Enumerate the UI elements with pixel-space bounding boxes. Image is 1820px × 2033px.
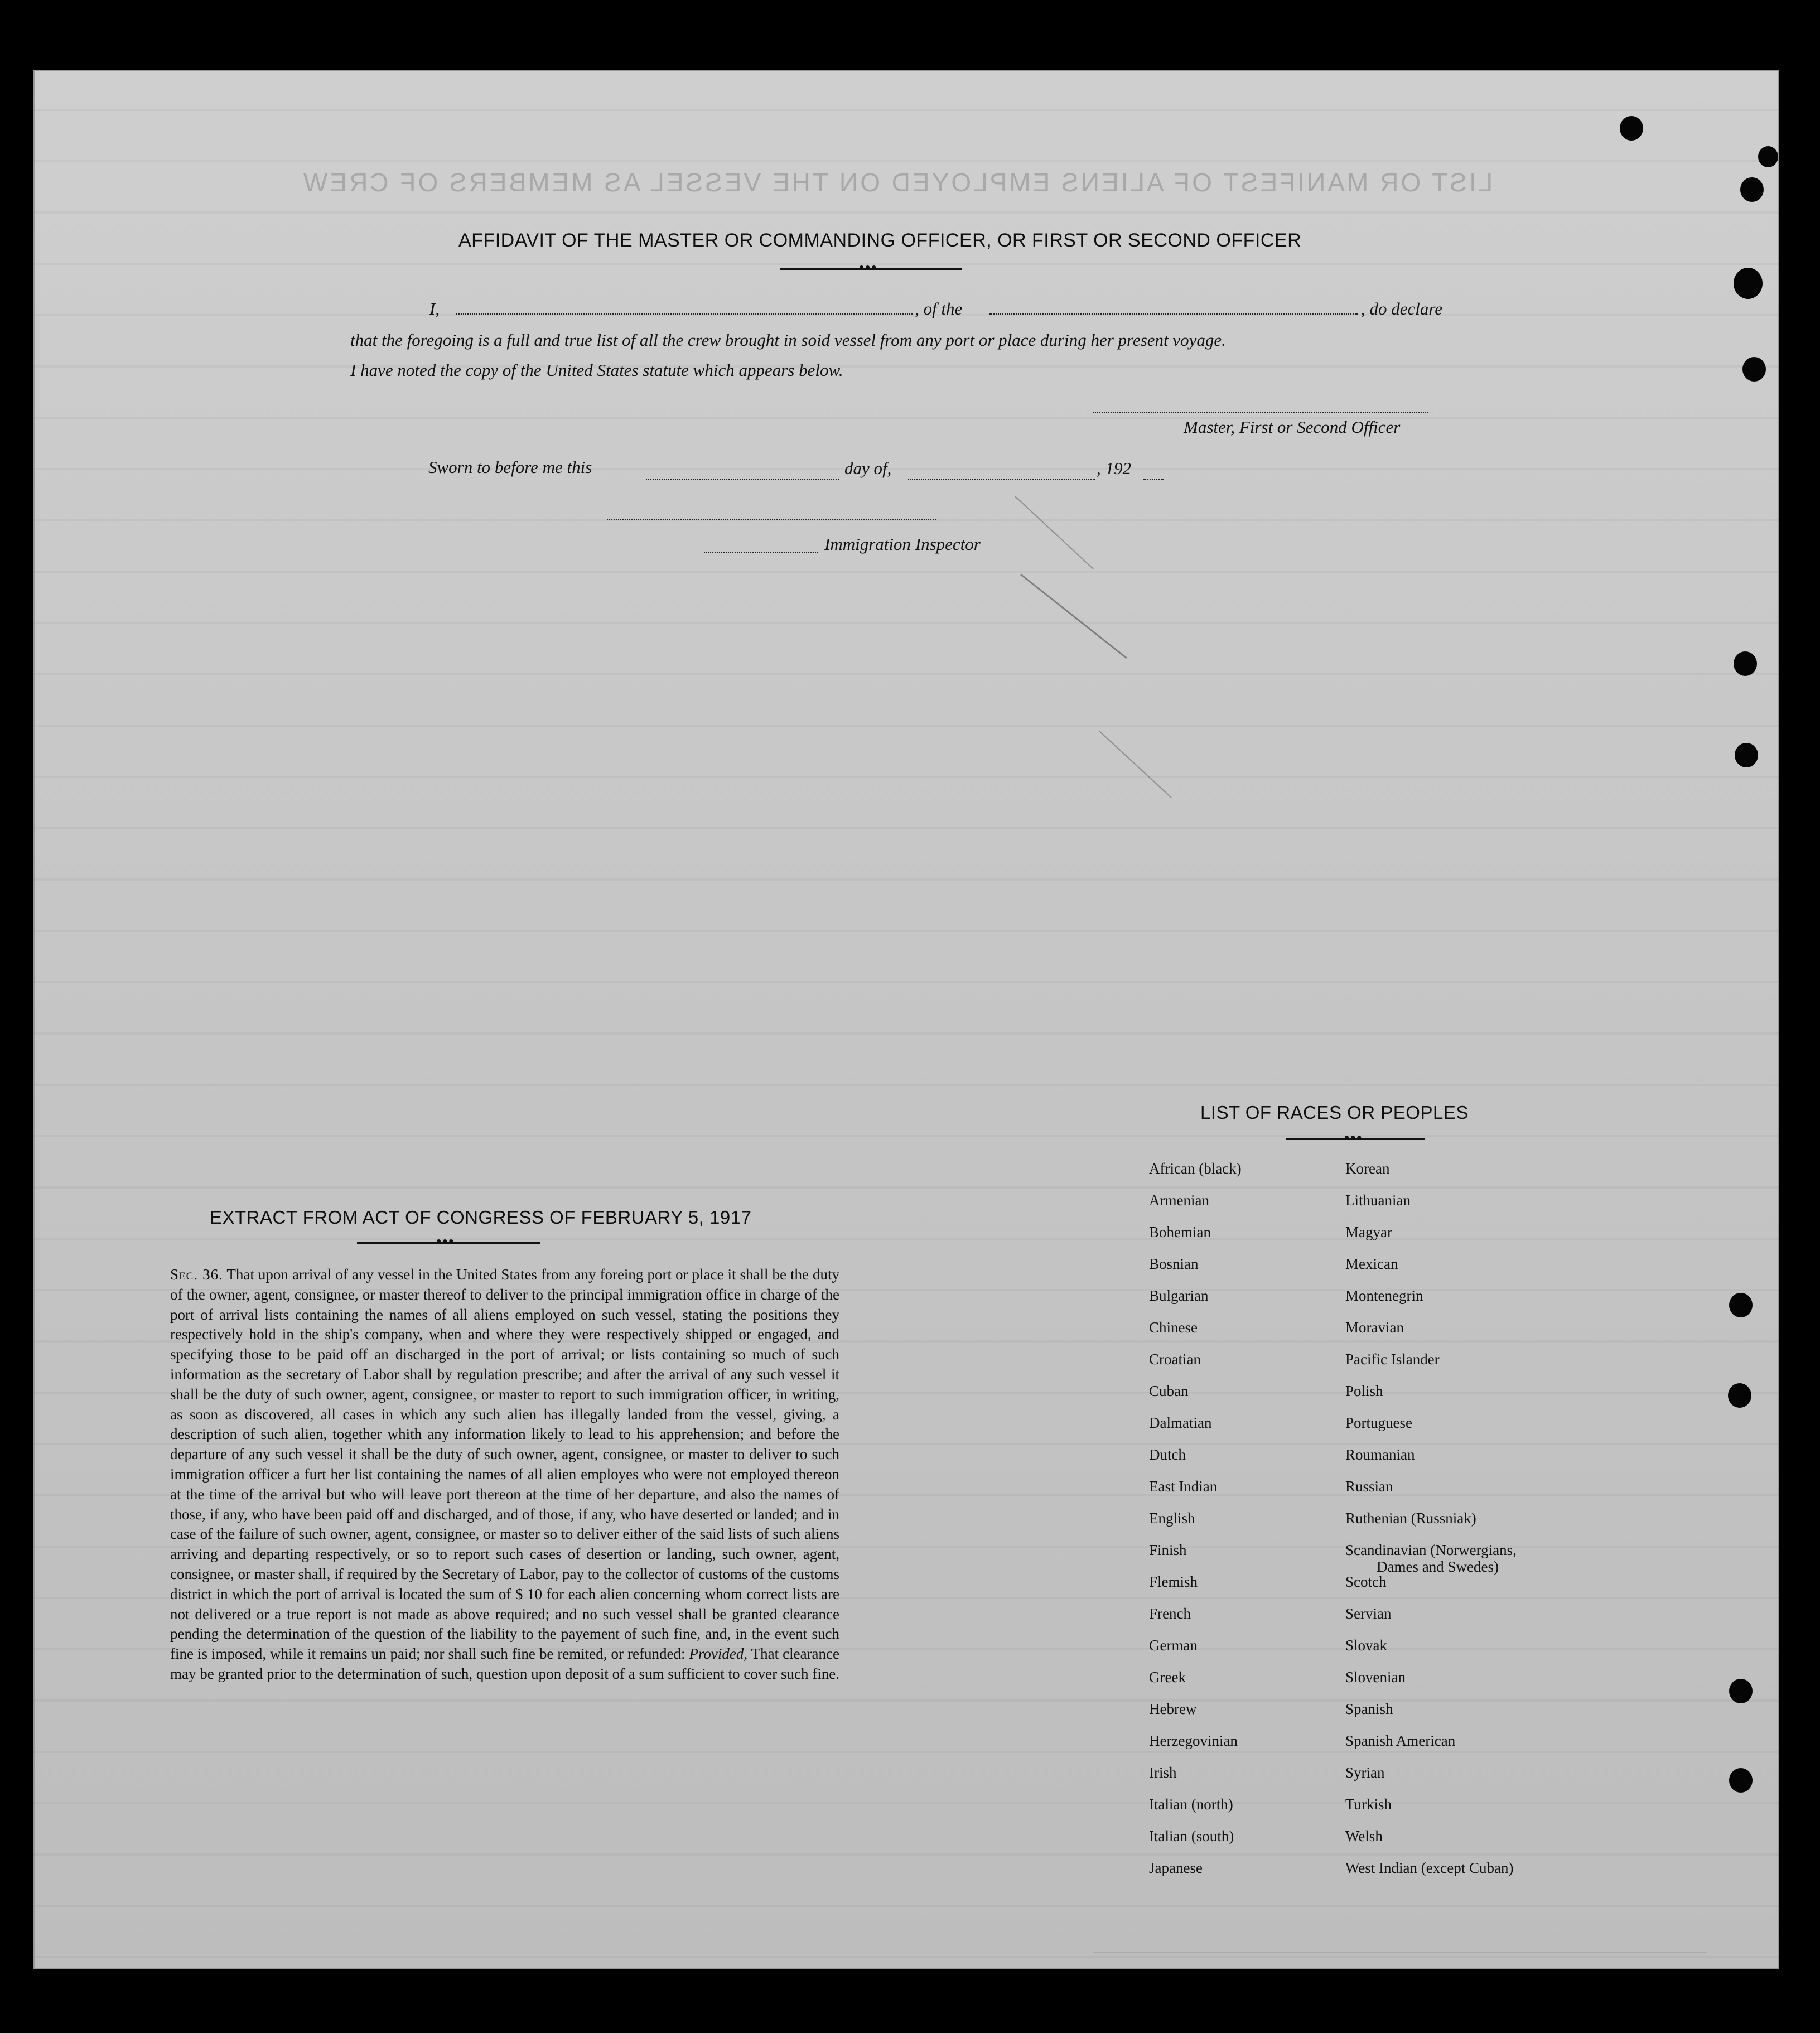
race-item: Korean: [1345, 1160, 1390, 1177]
sworn-month-blank[interactable]: [908, 479, 1095, 480]
race-item: Ruthenian (Russniak): [1345, 1510, 1476, 1527]
extract-title: EXTRACT FROM ACT OF CONGRESS OF FEBRUARY 5, 1917: [210, 1207, 752, 1228]
races-title: LIST OF RACES OR PEOPLES: [1200, 1102, 1469, 1123]
race-item: Magyar: [1345, 1224, 1392, 1240]
race-item: English: [1149, 1510, 1195, 1527]
race-item: Mexican: [1345, 1255, 1398, 1272]
race-item: Russian: [1345, 1478, 1393, 1495]
affidavit-line3: I have noted the copy of the United States statute which appears below.: [350, 360, 843, 380]
race-item: Roumanian: [1345, 1446, 1415, 1463]
race-item: Bohemian: [1149, 1224, 1211, 1240]
race-item: Moravian: [1345, 1319, 1404, 1336]
vessel-blank[interactable]: [989, 313, 1358, 315]
provided-text: That clearance may be granted prior to the determination of such, question upon deposit of a sum sufficient to cover such fine.: [170, 1645, 840, 1682]
punch-hole: [1742, 357, 1766, 382]
race-item: Greek: [1149, 1669, 1186, 1686]
race-item: German: [1149, 1637, 1198, 1654]
race-item: Italian (north): [1149, 1796, 1233, 1813]
punch-hole: [1729, 1768, 1753, 1793]
inspector-signature-blank[interactable]: [607, 519, 936, 520]
race-item: Irish: [1149, 1764, 1177, 1781]
race-item: Bosnian: [1149, 1255, 1199, 1272]
race-item: Slovak: [1345, 1637, 1388, 1654]
race-item: Lithuanian: [1345, 1192, 1411, 1209]
race-item: Chinese: [1149, 1319, 1198, 1336]
race-item: Slovenian: [1345, 1669, 1406, 1686]
affidavit-title: AFFIDAVIT OF THE MASTER OR COMMANDING OFFICER, OR FIRST OR SECOND OFFICER: [458, 230, 1302, 251]
section-label: Sec. 36.: [170, 1266, 223, 1283]
race-item: Spanish American: [1345, 1732, 1456, 1749]
punch-hole: [1740, 177, 1764, 202]
sworn-day-blank[interactable]: [646, 479, 839, 480]
races-ornament-dots: •••: [1344, 1129, 1363, 1146]
affidavit-declare: , do declare: [1361, 299, 1443, 318]
race-item: Welsh: [1345, 1828, 1383, 1844]
master-signature-blank[interactable]: [1093, 412, 1428, 413]
punch-hole: [1729, 1293, 1753, 1317]
race-item: Polish: [1345, 1383, 1383, 1399]
race-item: Montenegrin: [1345, 1287, 1423, 1304]
race-item: Dalmatian: [1149, 1414, 1212, 1431]
sworn-year-blank[interactable]: [1143, 479, 1164, 480]
race-item: West Indian (except Cuban): [1345, 1860, 1514, 1876]
race-item: African (black): [1149, 1160, 1242, 1177]
pen-strokes: [1004, 491, 1182, 803]
punch-hole: [1758, 146, 1778, 167]
affidavit-of-the: , of the: [915, 299, 963, 318]
race-item: Armenian: [1149, 1192, 1209, 1209]
bleed-through-footer: [1093, 1924, 1707, 1953]
inspector-label: Immigration Inspector: [824, 534, 981, 554]
race-item: Portuguese: [1345, 1414, 1412, 1431]
master-label: Master, First or Second Officer: [1184, 417, 1401, 437]
race-item: Cuban: [1149, 1383, 1189, 1399]
race-item: Syrian: [1345, 1764, 1385, 1781]
bleed-through-header: LIST OR MANIFEST OF ALIENS EMPLOYED ON THE VESSEL AS MEMBERS OF CREW: [301, 168, 1493, 197]
name-blank[interactable]: [456, 313, 913, 315]
punch-hole: [1729, 1679, 1753, 1703]
punch-hole: [1735, 743, 1758, 767]
race-item: Japanese: [1149, 1860, 1203, 1876]
extract-ornament-dots: •••: [436, 1233, 455, 1249]
race-item: Dutch: [1149, 1446, 1186, 1463]
race-item: Pacific Islander: [1345, 1351, 1440, 1368]
race-item: Finish: [1149, 1542, 1187, 1558]
inspector-leader: [704, 552, 818, 553]
race-item: Herzegovinian: [1149, 1732, 1238, 1749]
affidavit-i: I,: [429, 299, 440, 318]
race-item: Flemish: [1149, 1573, 1198, 1590]
race-item: Italian (south): [1149, 1828, 1234, 1844]
race-item: Bulgarian: [1149, 1287, 1209, 1304]
race-item: Dames and Swedes): [1377, 1558, 1499, 1575]
punch-hole: [1728, 1383, 1751, 1408]
sworn-year-label: , 192: [1097, 458, 1131, 478]
punch-hole: [1734, 268, 1763, 299]
race-item: East Indian: [1149, 1478, 1218, 1495]
race-item: Scotch: [1345, 1573, 1387, 1590]
section-body-text: That upon arrival of any vessel in the United States from any foreing port or place it shall be the duty of the owner, agent, consignee, or master thereof to deliver to the principal immigration office in charge of the port of arrival lists containing the names of all aliens employed on such vessel, stating the positions they respectively hold in the ship's company, when and where they were respectively shipped or engaged, and specifying those to be paid off an discharged in the port of arrival; or lists containing so much of such information as the secretary of Labor shall by regulation prescribe; and after the arrival of any such vessel it shall be the duty of such owner, agent, consignee, or master to report to such immigration officer, in writing, as soon as discovered, all cases in which any such alien has illegally landed from the vessel, giving, a description of such alien, together whith any information likely to lead to his apprehension; and before the departure of any such vessel it shall be the duty of such owner, agent, consignee, or master to deliver to such immigration officer a furt her list containing the names of all alien employes who were not employed thereon at the time of the arrival but who will leave port thereon at the time of her departure, and also the names of those, if any, who have been paid off and discharged, and of those, if any, who have deserted or landed; and in case of the failure of such owner, agent, consignee, or master so to deliver either of the said lists of such aliens arriving and departing respectively, or so to report such cases of desertion or landing, such owner, agent, consignee, or master shall, if required by the Secretary of Labor, pay to the collector of customs of the customs district in which the port of arrival is located the sum of $ 10 for each alien concerning whom correct lists are not delivered or a true report is not made as above required; and no such vessel shall be granted clearance pending the determination of the question of the liability to the payement of such fine, and, in the event such fine is imposed, while it remains un paid; nor shall such fine be remited, or refunded:: [170, 1266, 840, 1663]
race-item: Scandinavian (Norwergians,: [1345, 1542, 1517, 1558]
sworn-day-label: day of,: [844, 458, 892, 478]
race-item: Hebrew: [1149, 1701, 1197, 1717]
race-item: Croatian: [1149, 1351, 1201, 1368]
race-item: Spanish: [1345, 1701, 1393, 1717]
punch-hole: [1734, 651, 1757, 676]
extract-body: [170, 1265, 839, 1684]
race-item: Servian: [1345, 1605, 1392, 1622]
race-item: French: [1149, 1605, 1191, 1622]
punch-hole: [1620, 116, 1643, 141]
race-item: Turkish: [1345, 1796, 1392, 1813]
title-ornament-dots: •••: [859, 259, 878, 276]
provided-label: Provided,: [689, 1645, 748, 1663]
affidavit-line2: that the foregoing is a full and true list of all the crew brought in soid vessel from any port or place during her present voyage.: [350, 330, 1226, 350]
sworn-prefix: Sworn to before me this: [428, 457, 592, 477]
